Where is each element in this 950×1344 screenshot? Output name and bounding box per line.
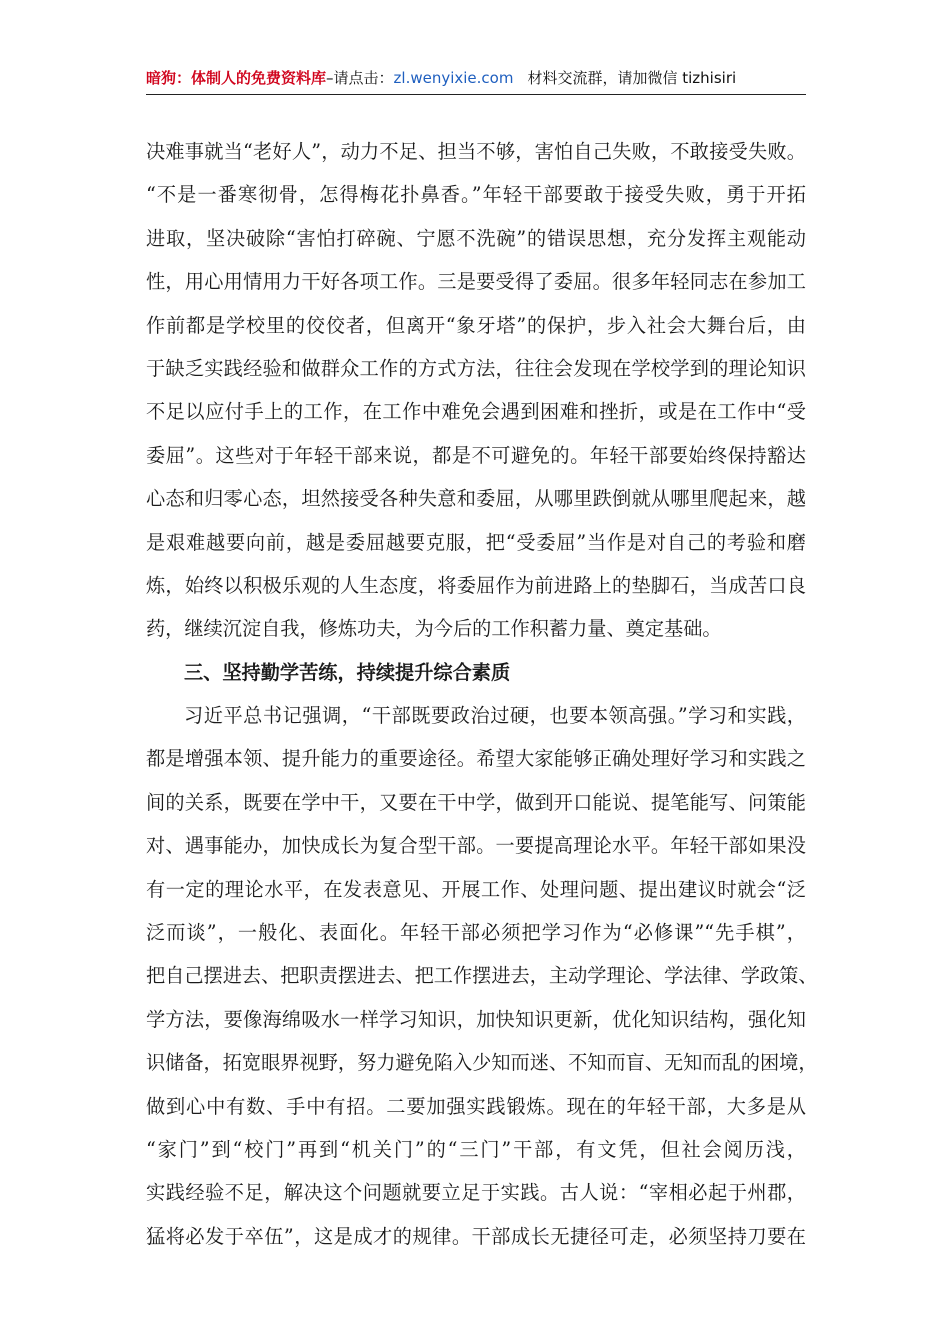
header-link[interactable]: zl.wenyixie.com (393, 69, 514, 87)
header-site-name: 暗狗：体制人的免费资料库 (146, 69, 327, 87)
body-line: 委屈”。这些对于年轻干部来说，都是不可避免的。年轻干部要始终保持豁达 (146, 443, 806, 467)
body-line: 作前都是学校里的佼佼者，但离开“象牙塔”的保护，步入社会大舞台后，由 (146, 313, 806, 337)
body-line: 药，继续沉淀自我，修炼功夫，为今后的工作积蓄力量、奠定基础。 (146, 617, 722, 641)
body-line: 把自己摆进去、把职责摆进去、把工作摆进去，主动学理论、学法律、学政策、 (146, 964, 818, 988)
header-click-prompt: –请点击： (326, 69, 394, 87)
body-line: 对、遇事能办，加快成长为复合型干部。一要提高理论水平。年轻干部如果没 (146, 834, 806, 858)
body-line: 决难事就当“老好人”，动力不足、担当不够，害怕自己失败，不敢接受失败。 (146, 140, 806, 163)
body-line: 学方法，要像海绵吸水一样学习知识，加快知识更新，优化知识结构，强化知 (146, 1007, 806, 1031)
body-line: 实践经验不足，解决这个问题就要立足于实践。古人说：“宰相必起于州郡， (146, 1181, 806, 1205)
body-line: 泛而谈”，一般化、表面化。年轻干部必须把学习作为“必修课”“先手棋”， (146, 921, 806, 945)
body-line: 识储备，拓宽眼界视野，努力避免陷入少知而迷、不知而盲、无知而乱的困境， (146, 1051, 818, 1075)
body-line: 于缺乏实践经验和做群众工作的方式方法，往往会发现在学校学到的理论知识 (146, 356, 806, 380)
body-line: 间的关系，既要在学中干，又要在干中学，做到开口能说、提笔能写、问策能 (146, 790, 806, 814)
body-line: 都是增强本领、提升能力的重要途径。希望大家能够正确处理好学习和实践之 (146, 747, 806, 771)
body-line: 有一定的理论水平，在发表意见、开展工作、处理问题、提出建议时就会“泛 (146, 877, 806, 901)
body-line: 性，用心用情用力干好各项工作。三是要受得了委屈。很多年轻同志在参加工 (146, 270, 806, 294)
body-line: 习近平总书记强调，“干部既要政治过硬，也要本领高强。”学习和实践， (184, 704, 806, 728)
body-line: “不是一番寒彻骨，怎得梅花扑鼻香。”年轻干部要敢于接受失败，勇于开拓 (146, 183, 806, 207)
section-heading: 三、坚持勤学苦练，持续提升综合素质 (184, 660, 511, 684)
body-line: “家门”到“校门”再到“机关门”的“三门”干部，有文凭，但社会阅历浅， (146, 1137, 806, 1161)
body-line: 做到心中有数、手中有招。二要加强实践锻炼。现在的年轻干部，大多是从 (146, 1094, 806, 1118)
body-line: 是艰难越要向前，越是委屈越要克服，把“受委屈”当作是对自己的考验和磨 (146, 530, 806, 554)
header-wechat-note: 材料交流群，请加微信 tizhisiri (527, 69, 737, 87)
document-body (146, 130, 818, 1258)
body-line: 不足以应付手上的工作，在工作中难免会遇到困难和挫折，或是在工作中“受 (146, 400, 806, 424)
body-line: 进取，坚决破除“害怕打碎碗、宁愿不洗碗”的错误思想，充分发挥主观能动 (146, 226, 806, 250)
body-line: 心态和归零心态，坦然接受各种失意和委屈，从哪里跌倒就从哪里爬起来，越 (146, 487, 806, 511)
body-line: 炼，始终以积极乐观的人生态度，将委屈作为前进路上的垫脚石，当成苦口良 (146, 573, 806, 597)
body-line: 猛将必发于卒伍”，这是成才的规律。干部成长无捷径可走，必须坚持刀要在 (146, 1224, 806, 1248)
page-header (146, 66, 806, 95)
